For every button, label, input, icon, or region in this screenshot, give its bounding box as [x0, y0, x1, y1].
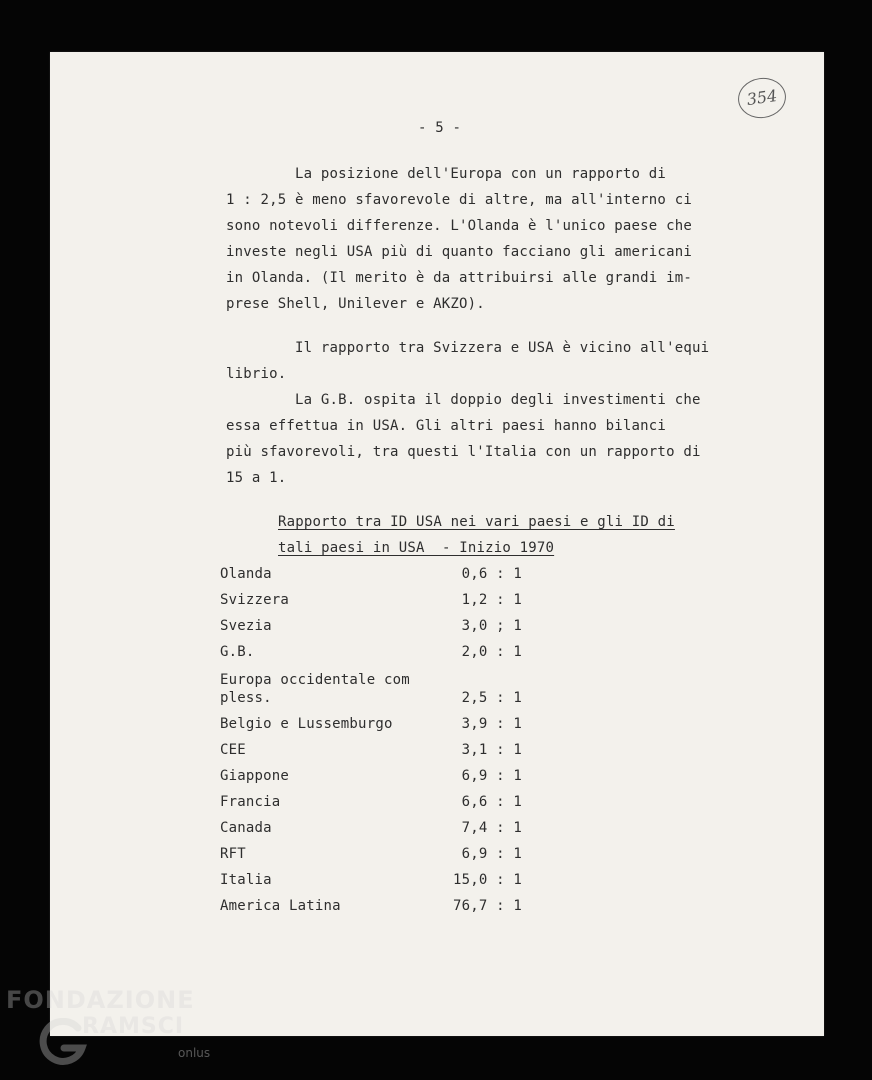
folio-stamp: 354 — [735, 75, 788, 121]
logo-subtext: onlus — [178, 1046, 211, 1060]
table-row-country: Europa occidentale com — [220, 672, 410, 688]
paragraph-line: essa effettua in USA. Gli altri paesi hanno bilanci — [226, 418, 667, 434]
paragraph-line: prese Shell, Unilever e AKZO). — [226, 296, 485, 312]
fondazione-gramsci-logo — [6, 986, 216, 1076]
table-row-country: Italia — [220, 872, 272, 888]
table-row-ratio: 15,0 : 1 — [452, 872, 522, 888]
paragraph-line: La posizione dell'Europa con un rapporto di — [226, 166, 667, 182]
table-title: Rapporto tra ID USA nei vari paesi e gli ID di — [278, 514, 675, 530]
paragraph-line: sono notevoli differenze. L'Olanda è l'unico paese che — [226, 218, 692, 234]
table-row-country-continued: pless. — [220, 690, 272, 706]
table-title: tali paesi in USA - Inizio 1970 — [278, 540, 555, 556]
logo-text: FONDAZIONE — [6, 986, 195, 1014]
table-row-ratio: 76,7 : 1 — [452, 898, 522, 914]
table-row-country: Svezia — [220, 618, 272, 634]
paragraph-line: 1 : 2,5 è meno sfavorevole di altre, ma all'interno ci — [226, 192, 692, 208]
paragraph-line: Il rapporto tra Svizzera e USA è vicino all'equi — [226, 340, 710, 356]
logo-text: RAMSCI — [82, 1014, 185, 1039]
table-row-country: Francia — [220, 794, 281, 810]
table-row-country: Giappone — [220, 768, 290, 784]
table-row-ratio: 0,6 : 1 — [461, 566, 522, 582]
paragraph-line: librio. — [226, 366, 287, 382]
paragraph-line: in Olanda. (Il merito è da attribuirsi alle grandi im- — [226, 270, 692, 286]
paragraph-line: La G.B. ospita il doppio degli investimenti che — [226, 392, 701, 408]
table-row-country: Canada — [220, 820, 272, 836]
table-row-country: Olanda — [220, 566, 272, 582]
document-page — [50, 52, 824, 1036]
table-row-ratio: 7,4 : 1 — [461, 820, 522, 836]
table-row-ratio: 1,2 : 1 — [461, 592, 522, 608]
table-row-country: CEE — [220, 742, 246, 758]
table-row-ratio: 6,6 : 1 — [461, 794, 522, 810]
table-row-country: Belgio e Lussemburgo — [220, 716, 393, 732]
paragraph-line: 15 a 1. — [226, 470, 287, 486]
table-row-ratio: 2,5 : 1 — [461, 690, 522, 706]
table-row-country: G.B. — [220, 644, 255, 660]
paragraph-line: investe negli USA più di quanto facciano gli americani — [226, 244, 692, 260]
table-row-ratio: 3,0 ; 1 — [461, 618, 522, 634]
g-logo-icon — [38, 1018, 88, 1068]
table-row-ratio: 6,9 : 1 — [461, 846, 522, 862]
paragraph-line: più sfavorevoli, tra questi l'Italia con un rapporto di — [226, 444, 701, 460]
table-row-ratio: 6,9 : 1 — [461, 768, 522, 784]
table-row-ratio: 2,0 : 1 — [461, 644, 522, 660]
page-number: - 5 - — [418, 120, 462, 136]
table-row-country: RFT — [220, 846, 246, 862]
table-row-ratio: 3,9 : 1 — [461, 716, 522, 732]
table-row-country: Svizzera — [220, 592, 290, 608]
table-row-ratio: 3,1 : 1 — [461, 742, 522, 758]
table-row-country: America Latina — [220, 898, 341, 914]
